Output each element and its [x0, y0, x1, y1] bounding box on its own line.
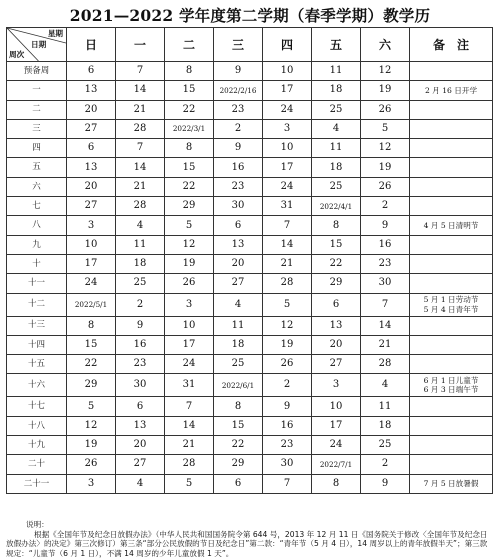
- date-cell: 17: [263, 81, 312, 100]
- date-cell: 25: [312, 177, 361, 196]
- date-cell: 2022/3/1: [165, 119, 214, 138]
- date-cell: 9: [214, 62, 263, 81]
- date-cell: 7: [116, 139, 165, 158]
- date-cell: 6: [214, 216, 263, 235]
- date-cell: 30: [361, 274, 410, 293]
- date-cell: 5: [165, 474, 214, 493]
- date-cell: 4: [214, 293, 263, 316]
- date-cell: 22: [67, 355, 116, 374]
- date-cell: 23: [214, 177, 263, 196]
- remark-cell: [410, 119, 493, 138]
- date-cell: 24: [165, 355, 214, 374]
- header-day-fri: 五: [312, 28, 361, 62]
- week-number-cell: 九: [7, 235, 67, 254]
- date-cell: 6: [312, 293, 361, 316]
- date-cell: 15: [165, 158, 214, 177]
- date-cell: 20: [214, 254, 263, 273]
- date-cell: 29: [67, 374, 116, 397]
- remark-line: 5 月 4 日青年节: [423, 304, 479, 314]
- week-row: [7, 81, 493, 100]
- remark-line: 5 月 1 日劳动节: [423, 295, 479, 305]
- date-cell: 3: [67, 474, 116, 493]
- date-cell: 23: [263, 436, 312, 455]
- date-cell: 2: [263, 374, 312, 397]
- date-cell: 15: [214, 416, 263, 435]
- week-row: [7, 197, 493, 216]
- week-row: [7, 139, 493, 158]
- date-cell: 11: [116, 235, 165, 254]
- week-row: [7, 355, 493, 374]
- date-cell: 2022/2/16: [214, 81, 263, 100]
- week-number-cell: 二十: [7, 455, 67, 474]
- date-cell: 3: [67, 216, 116, 235]
- date-cell: 14: [116, 81, 165, 100]
- date-cell: 12: [67, 416, 116, 435]
- date-cell: 6: [67, 62, 116, 81]
- remark-cell: [410, 216, 493, 235]
- date-cell: 26: [263, 355, 312, 374]
- date-cell: 17: [67, 254, 116, 273]
- date-cell: 24: [263, 177, 312, 196]
- date-cell: 22: [312, 254, 361, 273]
- date-cell: 2022/7/1: [312, 455, 361, 474]
- date-cell: 15: [165, 81, 214, 100]
- date-cell: 8: [165, 139, 214, 158]
- date-cell: 27: [312, 355, 361, 374]
- date-cell: 23: [116, 355, 165, 374]
- remark-cell: [410, 474, 493, 493]
- date-cell: 15: [67, 335, 116, 354]
- date-cell: 13: [116, 416, 165, 435]
- date-cell: 8: [312, 474, 361, 493]
- date-cell: 25: [116, 274, 165, 293]
- remark-cell: [410, 81, 493, 100]
- week-row: [7, 119, 493, 138]
- week-row: [7, 177, 493, 196]
- date-cell: 8: [67, 316, 116, 335]
- corner-header-cell: [7, 28, 67, 62]
- date-cell: 25: [214, 355, 263, 374]
- week-row: [7, 254, 493, 273]
- date-cell: 26: [165, 274, 214, 293]
- date-cell: 20: [312, 335, 361, 354]
- date-cell: 2: [361, 197, 410, 216]
- date-cell: 22: [165, 100, 214, 119]
- date-cell: 27: [116, 455, 165, 474]
- date-cell: 18: [312, 81, 361, 100]
- date-cell: 7: [361, 293, 410, 316]
- corner-label-week: 周次: [9, 50, 25, 60]
- week-row: [7, 436, 493, 455]
- page-title: 2021—2022 学年度第二学期（春季学期）教学历: [69, 6, 431, 25]
- remark-line: 7 月 5 日放暑假: [423, 479, 479, 489]
- corner-label-date: 日期: [31, 40, 47, 49]
- date-cell: 2022/4/1: [312, 197, 361, 216]
- date-cell: 12: [165, 235, 214, 254]
- date-cell: 18: [312, 158, 361, 177]
- date-cell: 15: [312, 235, 361, 254]
- date-cell: 30: [116, 374, 165, 397]
- date-cell: 23: [214, 100, 263, 119]
- date-cell: 8: [312, 216, 361, 235]
- week-number-cell: 十二: [7, 293, 67, 316]
- date-cell: 21: [361, 335, 410, 354]
- date-cell: 26: [361, 177, 410, 196]
- date-cell: 29: [165, 197, 214, 216]
- week-number-cell: 预备周: [7, 62, 67, 81]
- week-number-cell: 六: [7, 177, 67, 196]
- date-cell: 6: [214, 474, 263, 493]
- week-number-cell: 七: [7, 197, 67, 216]
- remark-line: 6 月 1 日儿童节: [423, 375, 479, 385]
- date-cell: 2: [116, 293, 165, 316]
- date-cell: 3: [165, 293, 214, 316]
- date-cell: 9: [214, 139, 263, 158]
- date-cell: 2022/5/1: [67, 293, 116, 316]
- date-cell: 13: [312, 316, 361, 335]
- date-cell: 27: [67, 197, 116, 216]
- header-day-sat: 六: [361, 28, 410, 62]
- date-cell: 28: [361, 355, 410, 374]
- date-cell: 7: [263, 474, 312, 493]
- date-cell: 9: [263, 397, 312, 416]
- date-cell: 14: [263, 235, 312, 254]
- date-cell: 10: [263, 62, 312, 81]
- date-cell: 12: [263, 316, 312, 335]
- date-cell: 28: [116, 197, 165, 216]
- date-cell: 13: [214, 235, 263, 254]
- date-cell: 19: [361, 158, 410, 177]
- date-cell: 18: [116, 254, 165, 273]
- remark-cell: [410, 254, 493, 273]
- date-cell: 24: [263, 100, 312, 119]
- date-cell: 9: [361, 474, 410, 493]
- date-cell: 19: [263, 335, 312, 354]
- date-cell: 26: [361, 100, 410, 119]
- date-cell: 7: [165, 397, 214, 416]
- date-cell: 8: [165, 62, 214, 81]
- date-cell: 5: [67, 397, 116, 416]
- header-day-sun: 日: [67, 28, 116, 62]
- header-row: [7, 28, 493, 62]
- remark-cell: [410, 100, 493, 119]
- date-cell: 10: [67, 235, 116, 254]
- date-cell: 5: [361, 119, 410, 138]
- week-row: [7, 235, 493, 254]
- remark-cell: [410, 177, 493, 196]
- date-cell: 5: [263, 293, 312, 316]
- date-cell: 16: [116, 335, 165, 354]
- date-cell: 2: [361, 455, 410, 474]
- date-cell: 14: [116, 158, 165, 177]
- date-cell: 19: [361, 81, 410, 100]
- date-cell: 18: [214, 335, 263, 354]
- date-cell: 4: [312, 119, 361, 138]
- week-row: [7, 397, 493, 416]
- date-cell: 28: [263, 274, 312, 293]
- remark-line: 4 月 5 日清明节: [423, 220, 479, 230]
- date-cell: 14: [165, 416, 214, 435]
- date-cell: 7: [263, 216, 312, 235]
- date-cell: 31: [165, 374, 214, 397]
- week-number-cell: 三: [7, 119, 67, 138]
- date-cell: 29: [312, 274, 361, 293]
- date-cell: 31: [263, 197, 312, 216]
- remark-cell: [410, 455, 493, 474]
- date-cell: 9: [116, 316, 165, 335]
- date-cell: 20: [67, 177, 116, 196]
- week-number-cell: 十九: [7, 436, 67, 455]
- week-number-cell: 十六: [7, 374, 67, 397]
- week-row: [7, 158, 493, 177]
- corner-label-weekday: 星期: [47, 29, 63, 38]
- date-cell: 27: [67, 119, 116, 138]
- date-cell: 21: [116, 100, 165, 119]
- week-number-cell: 五: [7, 158, 67, 177]
- week-row: [7, 416, 493, 435]
- date-cell: 14: [361, 316, 410, 335]
- date-cell: 28: [165, 455, 214, 474]
- date-cell: 16: [214, 158, 263, 177]
- week-row: [7, 216, 493, 235]
- date-cell: 21: [263, 254, 312, 273]
- date-cell: 11: [214, 316, 263, 335]
- date-cell: 23: [361, 254, 410, 273]
- week-row: [7, 100, 493, 119]
- date-cell: 18: [361, 416, 410, 435]
- date-cell: 13: [67, 81, 116, 100]
- date-cell: 24: [67, 274, 116, 293]
- week-row: [7, 474, 493, 493]
- date-cell: 4: [116, 474, 165, 493]
- remark-cell: [410, 355, 493, 374]
- date-cell: 27: [214, 274, 263, 293]
- date-cell: 2022/6/1: [214, 374, 263, 397]
- date-cell: 17: [165, 335, 214, 354]
- date-cell: 24: [312, 436, 361, 455]
- remark-line: 6 月 3 日端午节: [423, 385, 479, 395]
- date-cell: 12: [361, 139, 410, 158]
- week-number-cell: 十五: [7, 355, 67, 374]
- date-cell: 29: [214, 455, 263, 474]
- date-cell: 28: [116, 119, 165, 138]
- week-number-cell: 二: [7, 100, 67, 119]
- date-cell: 16: [263, 416, 312, 435]
- date-cell: 9: [361, 216, 410, 235]
- footnote-heading: 说明：: [26, 520, 49, 529]
- week-row: [7, 374, 493, 397]
- date-cell: 22: [165, 177, 214, 196]
- date-cell: 11: [312, 139, 361, 158]
- date-cell: 7: [116, 62, 165, 81]
- week-row: [7, 293, 493, 316]
- date-cell: 10: [312, 397, 361, 416]
- date-cell: 8: [214, 397, 263, 416]
- date-cell: 3: [263, 119, 312, 138]
- date-cell: 6: [67, 139, 116, 158]
- week-number-cell: 十一: [7, 274, 67, 293]
- date-cell: 4: [361, 374, 410, 397]
- date-cell: 30: [263, 455, 312, 474]
- week-number-cell: 十四: [7, 335, 67, 354]
- date-cell: 21: [165, 436, 214, 455]
- date-cell: 10: [165, 316, 214, 335]
- week-number-cell: 十八: [7, 416, 67, 435]
- header-remarks: 备 注: [410, 28, 493, 62]
- date-cell: 19: [67, 436, 116, 455]
- week-number-cell: 一: [7, 81, 67, 100]
- remark-cell: [410, 235, 493, 254]
- remark-cell: [410, 158, 493, 177]
- date-cell: 26: [67, 455, 116, 474]
- remark-cell: [410, 274, 493, 293]
- header-day-tue: 二: [165, 28, 214, 62]
- week-row: [7, 316, 493, 335]
- week-number-cell: 二十一: [7, 474, 67, 493]
- remark-cell: [410, 293, 493, 316]
- remark-cell: [410, 436, 493, 455]
- week-number-cell: 十三: [7, 316, 67, 335]
- date-cell: 20: [116, 436, 165, 455]
- week-row: [7, 335, 493, 354]
- week-row: [7, 455, 493, 474]
- remark-line: 2 月 16 日开学: [424, 85, 478, 95]
- remark-cell: [410, 416, 493, 435]
- footnote-text: 根据《全国年节及纪念日放假办法》（中华人民共和国国务院令第 644 号，2013 年 12 月 11 日《国务院关于修改〈全国年节及纪念日放假办法〉的决定》第三次修订）第三条“部分公民放假的节日及纪念日”第二款：“青年节（5 月 4 日），14 周岁以上的青年放假半天”；第三款规定：“儿童节（6 月 1 日），不满 14 周岁的少年儿童放假 1 天”。: [6, 529, 488, 559]
- date-cell: 11: [312, 62, 361, 81]
- date-cell: 4: [116, 216, 165, 235]
- date-cell: 30: [214, 197, 263, 216]
- date-cell: 25: [361, 436, 410, 455]
- date-cell: 16: [361, 235, 410, 254]
- header-day-thu: 四: [263, 28, 312, 62]
- footnote: [6, 520, 492, 559]
- date-cell: 17: [312, 416, 361, 435]
- week-number-cell: 八: [7, 216, 67, 235]
- date-cell: 19: [165, 254, 214, 273]
- week-number-cell: 四: [7, 139, 67, 158]
- date-cell: 10: [263, 139, 312, 158]
- date-cell: 11: [361, 397, 410, 416]
- date-cell: 12: [361, 62, 410, 81]
- date-cell: 21: [116, 177, 165, 196]
- date-cell: 2: [214, 119, 263, 138]
- remark-cell: [410, 139, 493, 158]
- date-cell: 25: [312, 100, 361, 119]
- date-cell: 20: [67, 100, 116, 119]
- week-number-cell: 十: [7, 254, 67, 273]
- date-cell: 6: [116, 397, 165, 416]
- header-day-mon: 一: [116, 28, 165, 62]
- header-day-wed: 三: [214, 28, 263, 62]
- week-row: [7, 274, 493, 293]
- date-cell: 13: [67, 158, 116, 177]
- remark-cell: [410, 62, 493, 81]
- date-cell: 17: [263, 158, 312, 177]
- date-cell: 22: [214, 436, 263, 455]
- week-row: [7, 62, 493, 81]
- date-cell: 3: [312, 374, 361, 397]
- remark-cell: [410, 397, 493, 416]
- remark-cell: [410, 316, 493, 335]
- week-number-cell: 十七: [7, 397, 67, 416]
- remark-cell: [410, 374, 493, 397]
- academic-calendar-table: [6, 27, 493, 494]
- remark-cell: [410, 335, 493, 354]
- remark-cell: [410, 197, 493, 216]
- date-cell: 5: [165, 216, 214, 235]
